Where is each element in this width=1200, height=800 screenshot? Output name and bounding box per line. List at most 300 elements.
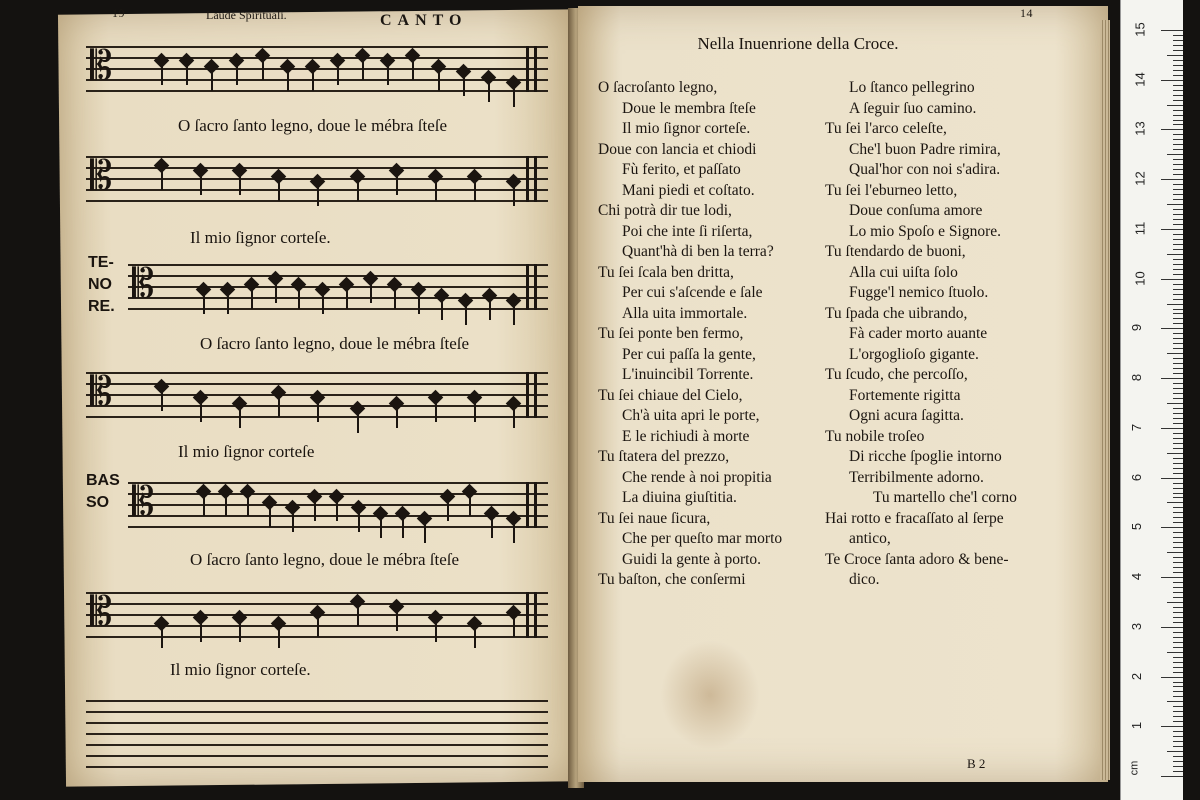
lyric-line-5: O ſacro ſanto legno, doue le mébra ſteſe: [190, 550, 460, 569]
note-stem: [278, 181, 280, 201]
ruler-tick: [1173, 174, 1183, 175]
empty-staff-line: [86, 711, 548, 713]
poem-title: Nella Inuenrione della Croce.: [697, 34, 899, 53]
ruler-tick: [1173, 214, 1183, 215]
ruler-tick: [1173, 274, 1183, 275]
ruler-number: 1: [1129, 722, 1145, 730]
staff-line: [128, 286, 548, 288]
voice-label-basso-2: SO: [86, 494, 110, 511]
ruler-tick: [1167, 602, 1183, 603]
bar-line: [534, 156, 537, 202]
note-stem: [247, 496, 249, 516]
note-stem: [211, 71, 213, 91]
ruler-tick: [1173, 164, 1183, 165]
ruler-tick: [1161, 527, 1183, 528]
staff-line: [128, 526, 548, 528]
bar-line: [534, 46, 537, 92]
poem-verse: Di ricche ſpoglie intorno: [849, 448, 1002, 465]
ruler-tick: [1173, 199, 1183, 200]
ruler-tick: [1173, 90, 1183, 91]
lyric-line-3: O ſacro ſanto legno, doue le mébra ſteſe: [200, 334, 470, 353]
note-stem: [203, 294, 205, 314]
clef-icon: 𝄡: [90, 589, 113, 635]
poem-verse: Fortemente rigitta: [849, 386, 961, 404]
ruler-tick: [1167, 502, 1183, 503]
ruler-tick: [1167, 552, 1183, 553]
ruler-tick: [1173, 592, 1183, 593]
note-stem: [474, 628, 476, 648]
ruler-tick: [1173, 368, 1183, 369]
ruler-tick: [1173, 642, 1183, 643]
ruler-tick: [1173, 144, 1183, 145]
note-stem: [346, 289, 348, 309]
note-stem: [394, 289, 396, 309]
note-stem: [357, 606, 359, 626]
ruler-tick: [1173, 363, 1183, 364]
ruler-tick: [1173, 483, 1183, 484]
note-stem: [412, 60, 414, 80]
empty-staff-line: [86, 733, 548, 735]
poem-verse: Che rende à noi propitia: [622, 468, 772, 486]
ruler-tick: [1173, 418, 1183, 419]
ruler-tick: [1161, 478, 1183, 479]
ruler-tick: [1173, 189, 1183, 190]
ruler-tick: [1173, 85, 1183, 86]
note-stem: [239, 175, 241, 195]
ruler-tick: [1173, 691, 1183, 692]
poem-verse: Terribilmente adorno.: [849, 468, 984, 486]
staff-line: [86, 592, 548, 594]
music-staff-6: [86, 586, 548, 642]
ruler-tick: [1173, 209, 1183, 210]
ruler-tick: [1167, 353, 1183, 354]
ruler-number: 2: [1129, 672, 1145, 680]
bar-line: [534, 482, 537, 528]
ruler-tick: [1173, 443, 1183, 444]
poem-verse: Doue le membra ſteſe: [622, 99, 756, 117]
measuring-ruler: [1120, 0, 1183, 800]
voice-label-basso-1: BAS: [86, 472, 120, 489]
poem-verse: Poi che inte ſi riſerta,: [622, 222, 753, 240]
note-stem: [317, 186, 319, 206]
clef-icon: 𝄡: [90, 369, 113, 415]
staff-line: [128, 308, 548, 310]
voice-label-basso: [86, 470, 126, 514]
ruler-tick: [1173, 512, 1183, 513]
staff-line: [86, 156, 548, 158]
ruler-tick: [1173, 557, 1183, 558]
bar-line: [526, 482, 529, 528]
ruler-tick: [1173, 159, 1183, 160]
ruler-tick: [1173, 60, 1183, 61]
ruler-tick: [1173, 398, 1183, 399]
empty-staff-line: [86, 700, 548, 702]
poem-verse: Guidi la gente à porto.: [622, 550, 762, 568]
poem-verse: A ſeguir ſuo camino.: [849, 99, 977, 117]
ruler-tick: [1173, 35, 1183, 36]
ruler-tick: [1173, 65, 1183, 66]
note-stem: [251, 289, 253, 309]
ruler-tick: [1173, 423, 1183, 424]
note-stem: [239, 622, 241, 642]
ruler-tick: [1173, 110, 1183, 111]
ruler-tick: [1173, 338, 1183, 339]
ruler-tick: [1161, 677, 1183, 678]
ruler-tick: [1173, 259, 1183, 260]
ruler-number: 9: [1129, 324, 1145, 332]
voice-label-tenore-2: NO: [88, 276, 112, 293]
ruler-tick: [1173, 70, 1183, 71]
ruler-tick: [1173, 766, 1183, 767]
note-stem: [278, 397, 280, 417]
note-stem: [225, 496, 227, 516]
ruler-tick: [1173, 667, 1183, 668]
poem-verse: Tu ſei l'eburneo letto,: [825, 181, 958, 199]
ruler-tick: [1173, 711, 1183, 712]
ruler-tick: [1173, 234, 1183, 235]
poem-verse: Tu ſei chiaue del Cielo,: [598, 386, 743, 404]
ruler-tick: [1161, 328, 1183, 329]
note-stem: [513, 305, 515, 325]
ruler-tick: [1173, 269, 1183, 270]
right-folio: 14: [1020, 6, 1033, 20]
note-stem: [336, 501, 338, 521]
poem-verse: Ogni acura ſagitta.: [849, 407, 964, 424]
ruler-tick: [1173, 612, 1183, 613]
ruler-tick: [1173, 134, 1183, 135]
note-stem: [298, 289, 300, 309]
note-stem: [513, 408, 515, 428]
ruler-tick: [1173, 373, 1183, 374]
note-stem: [435, 181, 437, 201]
clef-icon: 𝄡: [132, 479, 155, 525]
ruler-tick: [1161, 726, 1183, 727]
poem-verse: L'inuincibil Torrente.: [622, 366, 754, 383]
empty-staff-line: [86, 744, 548, 746]
poem-verse: Ch'à uita apri le porte,: [622, 407, 760, 424]
empty-staff-line: [86, 755, 548, 757]
ruler-tick: [1173, 249, 1183, 250]
bar-line: [526, 156, 529, 202]
ruler-tick: [1173, 622, 1183, 623]
poem-verse: Il mio ſignor corteſe.: [622, 120, 751, 137]
poem-verse: Alla uita immortale.: [622, 304, 748, 322]
poem-verse: Qual'hor con noi s'adira.: [849, 161, 1001, 178]
poem-verse: Chi potrà dir tue lodi,: [598, 202, 732, 219]
note-stem: [312, 71, 314, 91]
ruler-tick: [1167, 701, 1183, 702]
left-folio: 19: [112, 6, 125, 20]
note-stem: [357, 413, 359, 433]
poem-verse: Fà cader morto auante: [849, 325, 988, 342]
ruler-tick: [1173, 637, 1183, 638]
staff-line: [86, 79, 548, 81]
ruler-tick: [1173, 696, 1183, 697]
ruler-tick: [1173, 771, 1183, 772]
ruler-tick: [1173, 194, 1183, 195]
ruler-tick: [1173, 318, 1183, 319]
ruler-tick: [1161, 627, 1183, 628]
ruler-tick: [1173, 224, 1183, 225]
ruler-number: 8: [1129, 374, 1145, 382]
music-staff-2: [86, 150, 548, 206]
note-stem: [489, 300, 491, 320]
ruler-tick: [1173, 95, 1183, 96]
ruler-unit: cm: [1128, 760, 1141, 776]
ruler-tick: [1173, 572, 1183, 573]
ruler-tick: [1173, 299, 1183, 300]
ruler-tick: [1173, 343, 1183, 344]
note-stem: [396, 408, 398, 428]
poem-verse: Fugge'l nemico ſtuolo.: [849, 284, 989, 301]
ruler-number: 12: [1132, 171, 1148, 186]
note-stem: [200, 402, 202, 422]
note-stem: [269, 507, 271, 527]
note-stem: [161, 391, 163, 411]
ruler-tick: [1173, 537, 1183, 538]
ruler-tick: [1173, 682, 1183, 683]
ruler-tick: [1173, 348, 1183, 349]
ruler-number: 10: [1132, 270, 1148, 286]
ruler-tick: [1173, 313, 1183, 314]
note-stem: [314, 501, 316, 521]
poem-verse: Che per queſto mar morto: [622, 530, 783, 547]
voice-label-tenore: [88, 252, 128, 318]
note-stem: [239, 408, 241, 428]
ruler-tick: [1173, 383, 1183, 384]
note-stem: [203, 496, 205, 516]
ruler-tick: [1173, 736, 1183, 737]
note-stem: [357, 181, 359, 201]
ruler-tick: [1173, 617, 1183, 618]
bar-line: [534, 592, 537, 638]
ruler-tick: [1173, 239, 1183, 240]
staff-line: [128, 504, 548, 506]
poem-verse: E le richiudi à morte: [622, 427, 750, 445]
ruler-tick: [1173, 756, 1183, 757]
signature-mark: B 2: [967, 756, 986, 771]
poem-verse: Tu martello che'l corno: [873, 489, 1017, 506]
ruler-tick: [1173, 582, 1183, 583]
ruler-tick: [1173, 473, 1183, 474]
note-stem: [474, 402, 476, 422]
poem-verse: Tu ſpada che uibrando,: [825, 304, 968, 322]
running-title: Laude Spirituali.: [206, 8, 287, 22]
note-stem: [424, 523, 426, 543]
ruler-tick: [1173, 139, 1183, 140]
poem-verse: Tu ſcudo, che percoſſo,: [825, 366, 968, 383]
note-stem: [186, 65, 188, 85]
ruler-tick: [1173, 517, 1183, 518]
lyric-line-6: Il mio ſignor corteſe.: [170, 660, 311, 679]
note-stem: [358, 512, 360, 532]
bar-line: [534, 264, 537, 310]
note-stem: [513, 617, 515, 637]
ruler-tick: [1167, 751, 1183, 752]
ruler-number: 6: [1129, 473, 1145, 481]
poem-verse: Lo mio Spoſo e Signore.: [849, 222, 1001, 240]
ruler-tick: [1173, 493, 1183, 494]
poem-verse: Tu ſei naue ſicura,: [598, 509, 711, 527]
ruler-tick: [1173, 716, 1183, 717]
staff-line: [128, 264, 548, 266]
note-stem: [438, 71, 440, 91]
ruler-number: 5: [1129, 523, 1145, 531]
ruler-tick: [1173, 507, 1183, 508]
bar-line: [526, 592, 529, 638]
clef-icon: 𝄡: [132, 261, 155, 307]
ruler-tick: [1173, 289, 1183, 290]
ruler-tick: [1161, 279, 1183, 280]
water-stain: [660, 640, 760, 750]
note-stem: [513, 523, 515, 543]
voice-label-tenore-1: TE-: [88, 254, 114, 271]
ruler-tick: [1173, 706, 1183, 707]
note-stem: [161, 170, 163, 190]
note-stem: [370, 283, 372, 303]
ruler-tick: [1173, 522, 1183, 523]
ruler-tick: [1173, 264, 1183, 265]
note-stem: [465, 305, 467, 325]
note-stem: [513, 87, 515, 107]
poem-verse: L'orgoglioſo gigante.: [849, 345, 979, 363]
music-staff-5: [128, 476, 548, 532]
note-stem: [447, 501, 449, 521]
ruler-tick: [1173, 532, 1183, 533]
poem-verse: Tu ſei l'arco celeſte,: [825, 120, 947, 137]
note-stem: [380, 518, 382, 538]
ruler-tick: [1173, 547, 1183, 548]
ruler-tick: [1173, 75, 1183, 76]
note-stem: [396, 611, 398, 631]
poem-verse: Mani piedi et coſtato.: [622, 181, 755, 199]
poem-verse: Doue con lancia et chiodi: [598, 140, 757, 158]
ruler-tick: [1173, 497, 1183, 498]
note-stem: [278, 628, 280, 648]
note-stem: [387, 65, 389, 85]
ruler-tick: [1173, 562, 1183, 563]
staff-line: [128, 482, 548, 484]
ruler-tick: [1173, 657, 1183, 658]
empty-staff-line: [86, 722, 548, 724]
ruler-tick: [1173, 672, 1183, 673]
ruler-tick: [1161, 129, 1183, 130]
note-stem: [418, 294, 420, 314]
poem-verse: Tu baſton, che conſermi: [598, 571, 746, 588]
ruler-tick: [1173, 731, 1183, 732]
ruler-tick: [1167, 453, 1183, 454]
staff-line: [86, 90, 548, 92]
voice-label-tenore-3: RE.: [88, 298, 115, 315]
lyric-line-1: O ſacro ſanto legno, doue le mébra ſteſe: [178, 116, 448, 135]
poem-verse: dico.: [849, 571, 880, 588]
note-stem: [337, 65, 339, 85]
ruler-tick: [1161, 776, 1183, 777]
ruler-tick: [1167, 403, 1183, 404]
note-stem: [491, 518, 493, 538]
ruler-tick: [1161, 428, 1183, 429]
ruler-tick: [1173, 309, 1183, 310]
ruler-tick: [1173, 333, 1183, 334]
note-stem: [200, 175, 202, 195]
poem-verse: Per cui paſſa la gente,: [622, 345, 756, 363]
poem-verse: Per cui s'aſcende e ſale: [622, 284, 763, 301]
poem-verse: Quant'hà di ben la terra?: [622, 243, 774, 260]
ruler-tick: [1167, 304, 1183, 305]
poem-verse: Che'l buon Padre rimira,: [849, 140, 1001, 158]
ruler-tick: [1173, 647, 1183, 648]
clef-icon: 𝄡: [90, 43, 113, 89]
note-stem: [287, 71, 289, 91]
note-stem: [513, 186, 515, 206]
part-name: CANTO: [380, 12, 468, 29]
ruler-tick: [1173, 607, 1183, 608]
ruler-tick: [1173, 50, 1183, 51]
ruler-tick: [1173, 761, 1183, 762]
lyric-line-4: Il mio ſignor corteſe: [178, 442, 315, 461]
poem-verse: La diuina giuſtitia.: [622, 489, 737, 506]
bar-line: [526, 264, 529, 310]
ruler-tick: [1161, 577, 1183, 578]
note-stem: [435, 402, 437, 422]
ruler-tick: [1173, 149, 1183, 150]
note-stem: [362, 60, 364, 80]
ruler-tick: [1173, 746, 1183, 747]
bar-line: [526, 372, 529, 418]
ruler-number: 7: [1129, 423, 1145, 431]
ruler-number: 11: [1132, 221, 1148, 236]
ruler-tick: [1173, 100, 1183, 101]
ruler-tick: [1161, 179, 1183, 180]
ruler-tick: [1167, 55, 1183, 56]
ruler-tick: [1173, 448, 1183, 449]
clef-icon: 𝄡: [90, 153, 113, 199]
ruler-tick: [1173, 741, 1183, 742]
note-stem: [441, 300, 443, 320]
ruler-tick: [1173, 686, 1183, 687]
note-stem: [292, 512, 294, 532]
ruler-tick: [1173, 388, 1183, 389]
note-stem: [322, 294, 324, 314]
poem-verse: Te Croce ſanta adoro & bene-: [825, 550, 1009, 568]
ruler-tick: [1173, 597, 1183, 598]
ruler-tick: [1173, 244, 1183, 245]
lyric-line-2: Il mio ſignor corteſe.: [190, 228, 331, 247]
ruler-tick: [1173, 120, 1183, 121]
ruler-tick: [1173, 393, 1183, 394]
poem-verse: Doue conſuma amore: [849, 202, 983, 219]
ruler-tick: [1167, 204, 1183, 205]
note-stem: [227, 294, 229, 314]
note-stem: [275, 283, 277, 303]
empty-staves: [86, 700, 548, 772]
ruler-tick: [1173, 413, 1183, 414]
ruler-tick: [1173, 294, 1183, 295]
page-edges: [1100, 20, 1110, 780]
note-stem: [463, 76, 465, 96]
ruler-tick: [1173, 458, 1183, 459]
ruler-tick: [1173, 463, 1183, 464]
bar-line: [526, 46, 529, 92]
poem-verse: Tu ſtendardo de buoni,: [825, 243, 966, 260]
ruler-number: 13: [1132, 121, 1148, 137]
poem-column-right: [825, 78, 1085, 591]
poem-verse: antico,: [849, 530, 891, 547]
ruler-tick: [1173, 438, 1183, 439]
music-staff-1: [86, 40, 548, 96]
ruler-number: 15: [1132, 22, 1148, 37]
poem-verse: Tu ſtatera del prezzo,: [598, 448, 730, 465]
